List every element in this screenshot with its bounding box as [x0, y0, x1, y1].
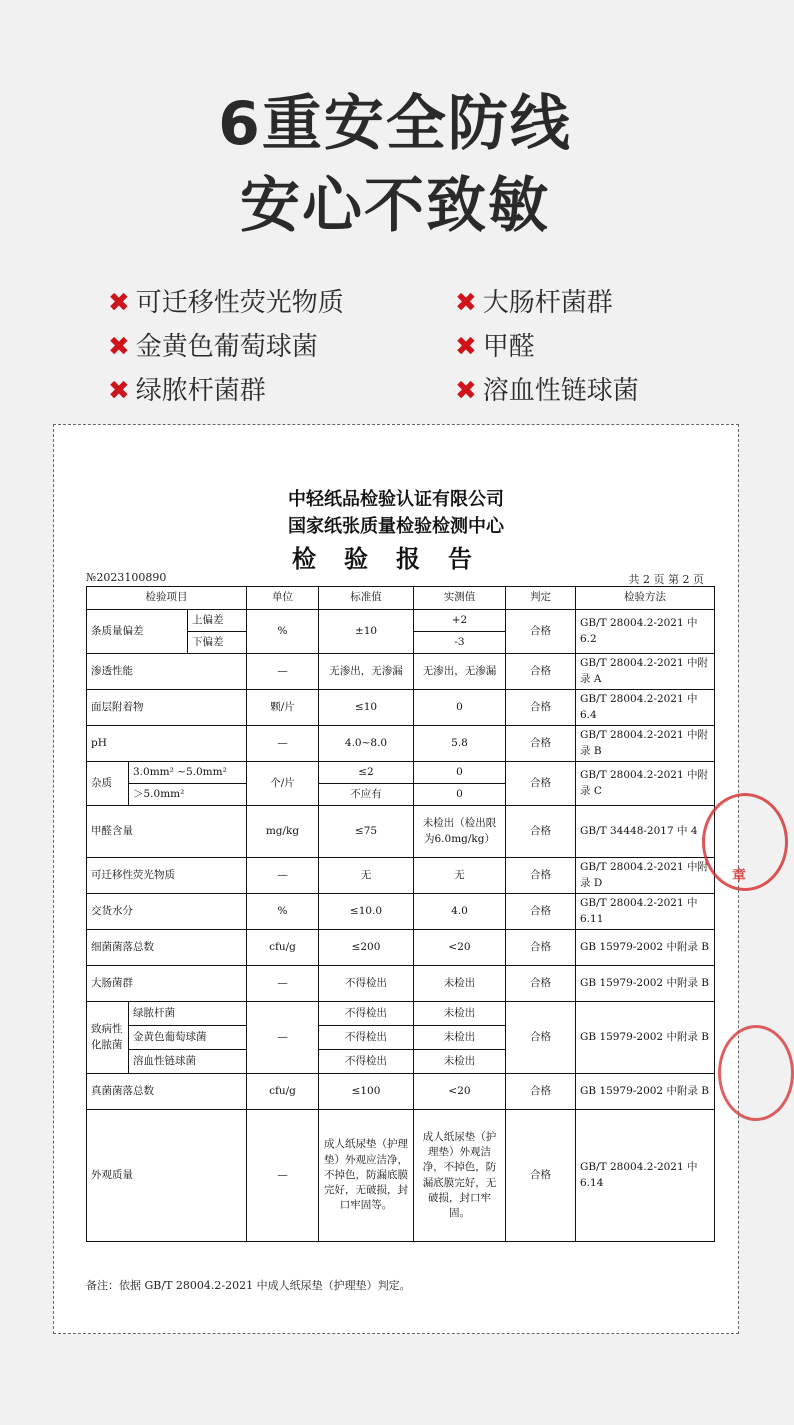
cell-measured: 0: [414, 690, 506, 726]
cell-standard: ≤100: [319, 1074, 414, 1110]
cell-unit: 颗/片: [247, 690, 319, 726]
table-row: [87, 966, 715, 1002]
x-icon: ✖: [455, 288, 477, 318]
cell-measured: 未检出: [414, 1050, 506, 1074]
table-row: [87, 762, 715, 784]
feature-label: 溶血性链球菌: [482, 376, 639, 406]
cell-judgement: 合格: [506, 1074, 576, 1110]
feature-label: 大肠杆菌群: [482, 288, 613, 318]
table-row: [87, 894, 715, 930]
feature-item: [455, 326, 535, 363]
cell-item: 大肠菌群: [87, 966, 247, 1002]
feature-item: [455, 282, 613, 319]
page-info: 共 2 页 第 2 页: [628, 573, 704, 586]
cell-method: GB 15979-2002 中附录 B: [576, 1002, 715, 1074]
header-judgement: 判定: [506, 587, 576, 610]
cell-measured: <20: [414, 1074, 506, 1110]
cell-measured: 无: [414, 858, 506, 894]
table-row: [87, 610, 715, 632]
cell-measured: 4.0: [414, 894, 506, 930]
seal-stamp: [718, 1025, 794, 1121]
cell-judgement: 合格: [506, 894, 576, 930]
cell-item: 真菌菌落总数: [87, 1074, 247, 1110]
x-icon: ✖: [455, 376, 477, 406]
cell-item: 条质量偏差: [87, 610, 188, 654]
feature-label: 绿脓杆菌群: [135, 376, 266, 406]
header-measured: 实测值: [414, 587, 506, 610]
cell-subitem: 溶血性链球菌: [129, 1050, 247, 1074]
cell-method: GB 15979-2002 中附录 B: [576, 966, 715, 1002]
cell-method: GB/T 28004.2-2021 中 6.2: [576, 610, 715, 654]
cell-unit: cfu/g: [247, 1074, 319, 1110]
x-icon: ✖: [108, 288, 130, 318]
cell-subitem: 绿脓杆菌: [129, 1002, 247, 1026]
cell-standard: 不得检出: [319, 1026, 414, 1050]
cell-judgement: 合格: [506, 690, 576, 726]
headline-line-1: 6重安全防线: [218, 89, 572, 159]
cell-unit: —: [247, 726, 319, 762]
cell-method: GB/T 28004.2-2021 中附录 D: [576, 858, 715, 894]
x-icon: ✖: [108, 332, 130, 362]
cell-subitem: 上偏差: [188, 610, 247, 632]
cell-method: GB/T 28004.2-2021 中附录 B: [576, 726, 715, 762]
table-row: [87, 654, 715, 690]
cell-judgement: 合格: [506, 806, 576, 858]
cell-method: GB/T 28004.2-2021 中 6.4: [576, 690, 715, 726]
cell-standard: ≤2: [319, 762, 414, 784]
cell-measured: 无渗出，无渗漏: [414, 654, 506, 690]
cell-standard: 不应有: [319, 784, 414, 806]
cell-measured: 成人纸尿垫（护理垫）外观洁净，不掉色，防漏底膜完好，无破损，封口牢固。: [414, 1110, 506, 1242]
cell-item: 外观质量: [87, 1110, 247, 1242]
cell-method: GB/T 28004.2-2021 中 6.14: [576, 1110, 715, 1242]
cell-method: GB/T 28004.2-2021 中附录 C: [576, 762, 715, 806]
cell-subitem: ＞5.0mm²: [129, 784, 247, 806]
feature-label: 甲醛: [482, 332, 535, 362]
cell-subitem: 金黄色葡萄球菌: [129, 1026, 247, 1050]
cell-unit: %: [247, 894, 319, 930]
table-row: [87, 858, 715, 894]
report-table: [86, 586, 715, 1242]
cell-measured: <20: [414, 930, 506, 966]
cell-unit: —: [247, 966, 319, 1002]
cell-method: GB/T 28004.2-2021 中附录 A: [576, 654, 715, 690]
cell-standard: 4.0~8.0: [319, 726, 414, 762]
cell-item: 杂质: [87, 762, 129, 806]
cell-standard: 无: [319, 858, 414, 894]
cell-unit: cfu/g: [247, 930, 319, 966]
cell-measured: 未检出: [414, 966, 506, 1002]
cell-item: 面层附着物: [87, 690, 247, 726]
cell-measured: 5.8: [414, 726, 506, 762]
cell-item: 细菌菌落总数: [87, 930, 247, 966]
headline-line-2: 安心不致敏: [240, 171, 550, 241]
report-title: 检验报告: [292, 544, 500, 573]
cell-subitem: 3.0mm² ~5.0mm²: [129, 762, 247, 784]
table-row: [87, 806, 715, 858]
cell-judgement: 合格: [506, 726, 576, 762]
cell-standard: 不得检出: [319, 966, 414, 1002]
test-report-document: [53, 424, 746, 1334]
cell-method: GB 15979-2002 中附录 B: [576, 1074, 715, 1110]
header-standard: 标准值: [319, 587, 414, 610]
header-item: 检验项目: [87, 587, 247, 610]
cell-method: GB/T 28004.2-2021 中 6.11: [576, 894, 715, 930]
table-row: [87, 1074, 715, 1110]
cell-judgement: 合格: [506, 1110, 576, 1242]
cell-standard: ≤75: [319, 806, 414, 858]
org-name: 中轻纸品检验认证有限公司: [288, 489, 504, 510]
cell-judgement: 合格: [506, 654, 576, 690]
cell-item: 甲醛含量: [87, 806, 247, 858]
cell-item: 交货水分: [87, 894, 247, 930]
cell-subitem: 下偏差: [188, 632, 247, 654]
table-row: [87, 726, 715, 762]
cell-item: 致病性化脓菌: [87, 1002, 129, 1074]
cell-judgement: 合格: [506, 966, 576, 1002]
report-remark: 备注：依据 GB/T 28004.2-2021 中成人纸尿垫（护理垫）判定。: [86, 1279, 411, 1292]
table-row: [87, 690, 715, 726]
cell-measured: 未检出: [414, 1002, 506, 1026]
cell-judgement: 合格: [506, 1002, 576, 1074]
header-method: 检验方法: [576, 587, 715, 610]
table-row: [87, 930, 715, 966]
cell-measured: -3: [414, 632, 506, 654]
feature-label: 可迁移性荧光物质: [135, 288, 344, 318]
header-unit: 单位: [247, 587, 319, 610]
cell-method: GB/T 34448-2017 中 4: [576, 806, 715, 858]
cell-item: 渗透性能: [87, 654, 247, 690]
table-header-row: [87, 587, 715, 610]
cell-judgement: 合格: [506, 610, 576, 654]
x-icon: ✖: [108, 376, 130, 406]
cell-judgement: 合格: [506, 858, 576, 894]
feature-item: [108, 370, 266, 407]
table-row: [87, 1110, 715, 1242]
seal-stamp-mark: 章: [732, 868, 746, 884]
cell-standard: ≤10.0: [319, 894, 414, 930]
cell-standard: 不得检出: [319, 1050, 414, 1074]
cell-judgement: 合格: [506, 762, 576, 806]
cell-measured: +2: [414, 610, 506, 632]
feature-label: 金黄色葡萄球菌: [135, 332, 318, 362]
cell-unit: —: [247, 654, 319, 690]
cell-measured: 未检出（检出限为6.0mg/kg）: [414, 806, 506, 858]
cell-standard: 成人纸尿垫（护理垫）外观应洁净，不掉色，防漏底膜完好，无破损，封口牢固等。: [319, 1110, 414, 1242]
cell-item: pH: [87, 726, 247, 762]
cell-unit: mg/kg: [247, 806, 319, 858]
cell-standard: 无渗出，无渗漏: [319, 654, 414, 690]
cell-unit: —: [247, 1002, 319, 1074]
cell-judgement: 合格: [506, 930, 576, 966]
cell-item: 可迁移性荧光物质: [87, 858, 247, 894]
cell-unit: 个/片: [247, 762, 319, 806]
feature-item: [455, 370, 639, 407]
cell-standard: 不得检出: [319, 1002, 414, 1026]
center-name: 国家纸张质量检验检测中心: [288, 516, 504, 537]
cell-measured: 0: [414, 762, 506, 784]
cell-standard: ≤200: [319, 930, 414, 966]
x-icon: ✖: [455, 332, 477, 362]
cell-unit: —: [247, 1110, 319, 1242]
cell-unit: %: [247, 610, 319, 654]
feature-item: [108, 326, 318, 363]
table-row: [87, 1002, 715, 1026]
cell-unit: —: [247, 858, 319, 894]
feature-item: [108, 282, 344, 319]
cell-method: GB 15979-2002 中附录 B: [576, 930, 715, 966]
cell-measured: 未检出: [414, 1026, 506, 1050]
cell-standard: ±10: [319, 610, 414, 654]
report-number: №2023100890: [86, 571, 167, 584]
cell-standard: ≤10: [319, 690, 414, 726]
cell-measured: 0: [414, 784, 506, 806]
